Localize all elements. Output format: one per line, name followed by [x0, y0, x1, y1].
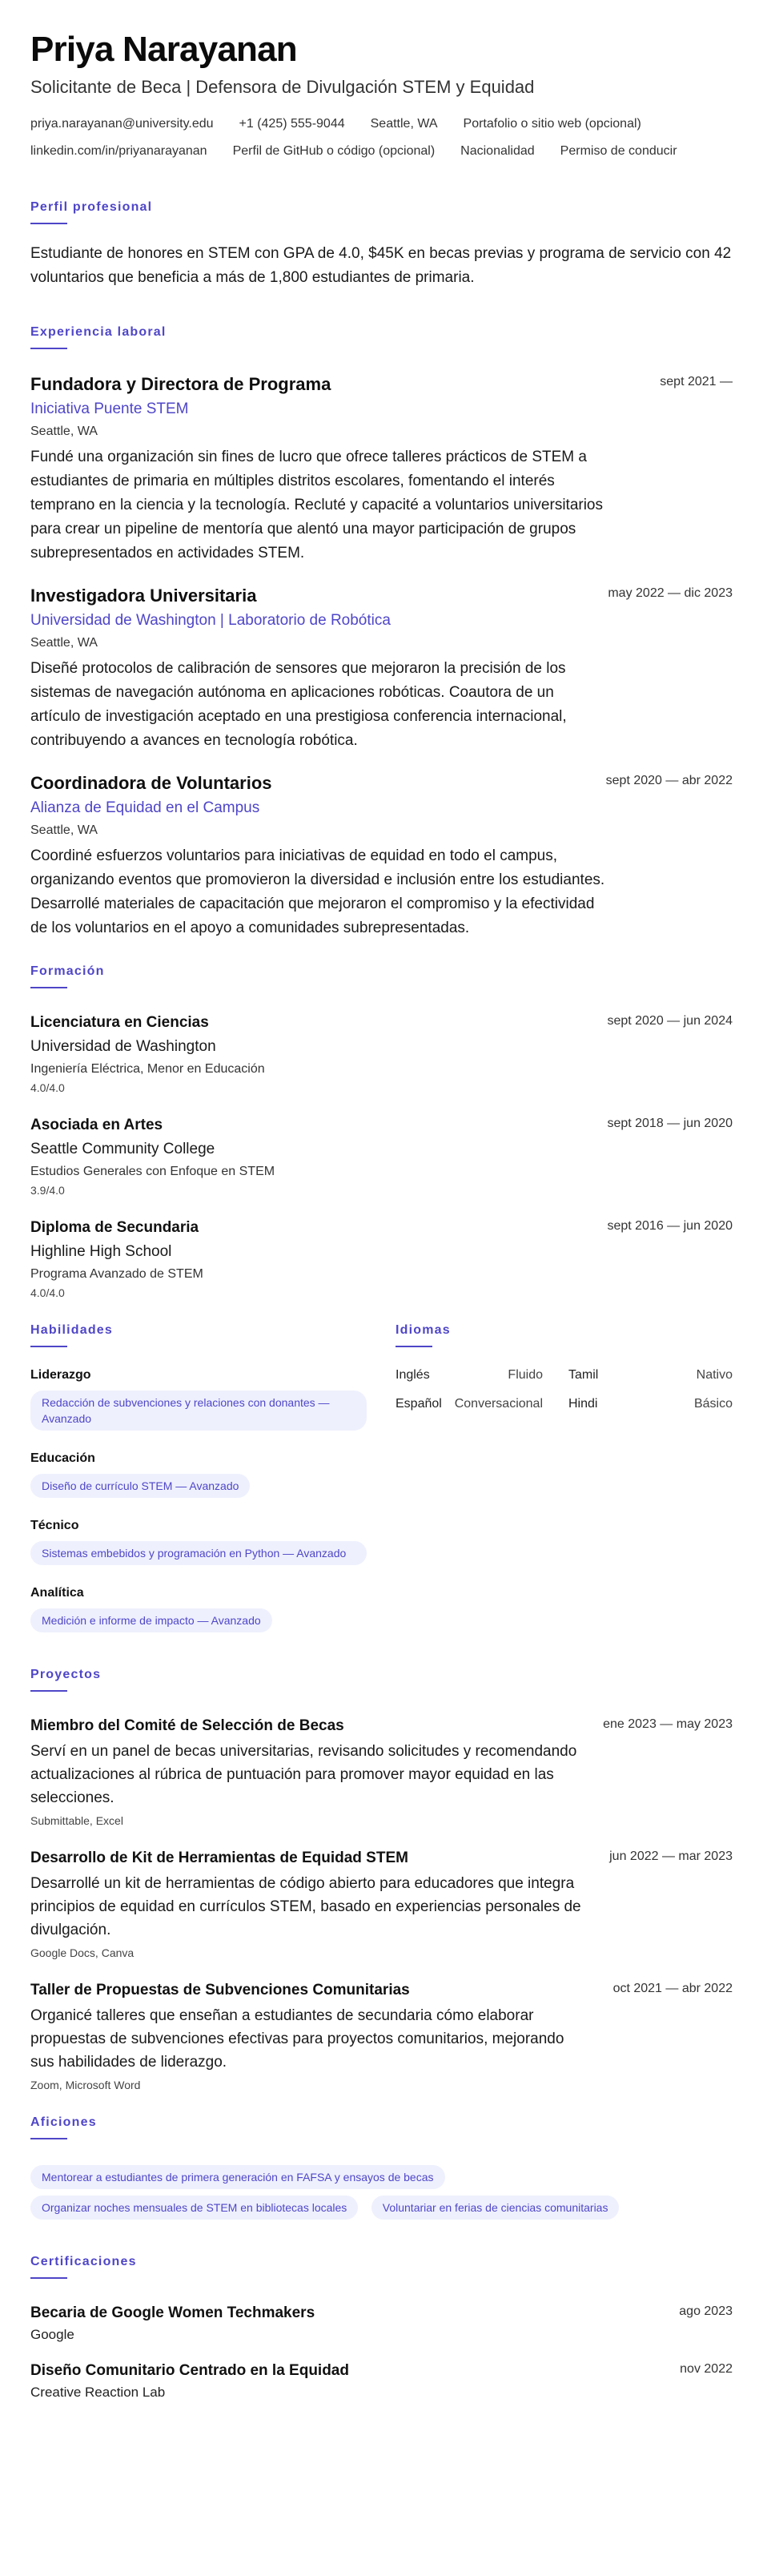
project-dates: ene 2023 — may 2023 [603, 1717, 733, 1732]
skill-chip: Redacción de subvenciones y relaciones con donantes — Avanzado [30, 1391, 367, 1431]
job-organization: Iniciativa Puente STEM [30, 400, 189, 418]
project-entry [30, 1980, 733, 2091]
skill-category: Educación [30, 1451, 95, 1466]
job-dates: may 2022 — dic 2023 [608, 586, 733, 601]
experience-section [30, 325, 733, 940]
skills-section [30, 1323, 396, 1632]
skill-group [30, 1519, 396, 1565]
education-dates: sept 2016 — jun 2020 [607, 1219, 733, 1234]
education-field: Ingeniería Eléctrica, Menor en Educación [30, 1062, 265, 1077]
contact-driving-license: Permiso de conducir [560, 144, 677, 159]
contact-github[interactable]: Perfil de GitHub o código (opcional) [232, 144, 436, 159]
project-description: Serví en un panel de becas universitarias, revisando solicitudes y recomendando actualizaciones al rúbrica de puntuación para promover mayor equidad en las selecciones. [30, 1743, 577, 1807]
summary-text: Estudiante de honores en STEM con GPA de 4.0, $45K en becas previas y programa de servicio con 42 voluntarios que beneficia a más de 1,800 estudiantes de primaria. [30, 245, 732, 287]
section-divider [30, 1690, 67, 1692]
section-divider [30, 348, 67, 349]
candidate-name: Priya Narayanan [30, 30, 297, 69]
education-degree: Licenciatura en Ciencias [30, 1014, 209, 1032]
certification-date: nov 2022 [680, 2362, 733, 2377]
candidate-headline: Solicitante de Beca | Defensora de Divulgación STEM y Equidad [30, 77, 535, 98]
language-item [396, 1368, 556, 1383]
education-dates: sept 2018 — jun 2020 [607, 1117, 733, 1131]
job-title: Coordinadora de Voluntarios [30, 773, 272, 794]
education-degree: Diploma de Secundaria [30, 1219, 199, 1237]
education-dates: sept 2020 — jun 2024 [607, 1014, 733, 1028]
language-name: Inglés [396, 1368, 430, 1383]
job-entry [30, 373, 733, 566]
projects-section [30, 1668, 733, 2091]
certifications-section [30, 2255, 733, 2401]
job-description: Diseñé protocolos de calibración de sensores que mejoraron la precisión de los sistemas de navegación autónoma en aplicaciones robóticas. Coautora de un artículo de investigación aceptado en una prestigiosa conferencia internacional, contribuyendo a avances en tecnología robótica. [30, 660, 567, 750]
education-school: Seattle Community College [30, 1141, 215, 1158]
education-field: Programa Avanzado de STEM [30, 1267, 203, 1282]
languages-section [396, 1323, 733, 1632]
project-tools: Google Docs, Canva [30, 1946, 135, 1960]
hobby-chip: Organizar noches mensuales de STEM en bibliotecas locales [30, 2196, 358, 2220]
project-dates: oct 2021 — abr 2022 [612, 1982, 733, 1996]
language-level: Fluido [508, 1368, 543, 1383]
education-school: Universidad de Washington [30, 1038, 216, 1056]
language-item [556, 1368, 733, 1383]
hobby-list [30, 2159, 733, 2220]
skill-group [30, 1586, 396, 1632]
job-location: Seattle, WA [30, 823, 98, 838]
project-dates: jun 2022 — mar 2023 [609, 1849, 733, 1864]
project-description: Desarrollé un kit de herramientas de código abierto para educadores que integra principios de equidad en currículos STEM, basado en experiencias personales de divulgación. [30, 1875, 581, 1939]
education-gpa: 4.0/4.0 [30, 1081, 65, 1095]
project-title: Taller de Propuestas de Subvenciones Comunitarias [30, 1982, 410, 1999]
section-divider [30, 2138, 67, 2139]
education-gpa: 4.0/4.0 [30, 1286, 65, 1300]
education-school: Highline High School [30, 1243, 172, 1261]
education-entry [30, 1012, 733, 1094]
language-name: Español [396, 1397, 442, 1411]
project-entry [30, 1716, 733, 1827]
project-description: Organicé talleres que enseñan a estudiantes de secundaria cómo elaborar propuestas de subvenciones efectivas para proyectos comunitarios, mejorando sus habilidades de liderazgo. [30, 2007, 564, 2071]
language-item [556, 1397, 733, 1411]
contact-location: Seattle, WA [370, 117, 438, 131]
job-dates: sept 2021 — [660, 375, 733, 389]
education-entry [30, 1115, 733, 1197]
language-level: Conversacional [454, 1397, 543, 1411]
job-description: Fundé una organización sin fines de lucro que ofrece talleres prácticos de STEM a estudiantes de primaria en múltiples distritos escolares, fomentando el interés temprano en la ciencia y la tecnología. Recluté y capacité a voluntarios universitarios para crear un pipeline de mentoría que alentó una mayor participación de grupos subrepresentados en actividades STEM. [30, 449, 603, 562]
skill-chip: Sistemas embebidos y programación en Python — Avanzado [30, 1541, 367, 1565]
skills-languages-row [30, 1323, 733, 1632]
language-list [396, 1368, 733, 1411]
project-entry [30, 1848, 733, 1959]
section-title: Aficiones [30, 2115, 97, 2130]
contact-phone[interactable]: +1 (425) 555-9044 [239, 117, 345, 131]
contact-email[interactable]: priya.narayanan@university.edu [30, 117, 214, 131]
job-location: Seattle, WA [30, 425, 98, 439]
contact-linkedin[interactable]: linkedin.com/in/priyanarayanan [30, 144, 207, 159]
skill-category: Técnico [30, 1519, 79, 1533]
section-title: Habilidades [30, 1323, 114, 1338]
project-tools: Submittable, Excel [30, 1814, 123, 1828]
section-divider [30, 223, 67, 224]
section-divider [396, 1346, 432, 1347]
project-tools: Zoom, Microsoft Word [30, 2079, 141, 2092]
certification-name: Becaria de Google Women Techmakers [30, 2304, 315, 2322]
project-title: Miembro del Comité de Selección de Becas [30, 1717, 344, 1735]
certification-issuer: Creative Reaction Lab [30, 2385, 166, 2401]
skill-category: Liderazgo [30, 1368, 91, 1383]
section-title: Idiomas [396, 1323, 451, 1338]
skill-group [30, 1451, 396, 1498]
skill-category: Analítica [30, 1586, 84, 1600]
job-location: Seattle, WA [30, 636, 98, 650]
section-divider [30, 987, 67, 988]
section-title: Formación [30, 964, 105, 979]
section-title: Proyectos [30, 1668, 102, 1682]
language-name: Tamil [568, 1368, 599, 1383]
job-title: Fundadora y Directora de Programa [30, 374, 331, 395]
skill-group [30, 1368, 396, 1431]
section-title: Perfil profesional [30, 200, 153, 215]
certification-issuer: Google [30, 2327, 74, 2343]
language-item [396, 1397, 556, 1411]
certification-name: Diseño Comunitario Centrado en la Equidad [30, 2362, 349, 2380]
job-entry [30, 585, 733, 753]
resume-header [30, 30, 733, 160]
contact-list [30, 115, 703, 160]
section-divider [30, 1346, 67, 1347]
section-title: Experiencia laboral [30, 325, 167, 340]
job-organization: Universidad de Washington | Laboratorio de Robótica [30, 612, 391, 630]
contact-nationality: Nacionalidad [460, 144, 535, 159]
summary-section [30, 200, 733, 290]
skill-chip: Diseño de currículo STEM — Avanzado [30, 1474, 250, 1498]
section-title: Certificaciones [30, 2255, 137, 2269]
certification-date: ago 2023 [679, 2304, 733, 2319]
education-entry [30, 1218, 733, 1299]
education-field: Estudios Generales con Enfoque en STEM [30, 1165, 275, 1179]
job-title: Investigadora Universitaria [30, 586, 257, 606]
certification-entry [30, 2361, 733, 2401]
language-level: Nativo [696, 1368, 733, 1383]
contact-portfolio[interactable]: Portafolio o sitio web (opcional) [463, 117, 641, 131]
hobby-chip: Voluntariar en ferias de ciencias comunitarias [371, 2196, 620, 2220]
job-entry [30, 772, 733, 940]
job-dates: sept 2020 — abr 2022 [605, 774, 733, 788]
education-gpa: 3.9/4.0 [30, 1184, 65, 1197]
hobbies-section [30, 2115, 733, 2220]
job-description: Coordiné esfuerzos voluntarios para iniciativas de equidad en todo el campus, organizando eventos que promovieron la diversidad e inclusión entre los estudiantes. Desarrollé materiales de capacitación que mejoraron el compromiso y la efectividad de los voluntarios en el apoyo a comunidades subrepresentadas. [30, 847, 605, 937]
hobby-chip: Mentorear a estudiantes de primera generación en FAFSA y ensayos de becas [30, 2165, 445, 2189]
education-degree: Asociada en Artes [30, 1117, 163, 1134]
job-organization: Alianza de Equidad en el Campus [30, 799, 260, 817]
project-title: Desarrollo de Kit de Herramientas de Equidad STEM [30, 1849, 408, 1867]
language-level: Básico [693, 1397, 733, 1411]
language-name: Hindi [568, 1397, 598, 1411]
education-section [30, 964, 733, 1299]
certification-entry [30, 2303, 733, 2343]
skill-chip: Medición e informe de impacto — Avanzado [30, 1608, 272, 1632]
section-divider [30, 2277, 67, 2279]
